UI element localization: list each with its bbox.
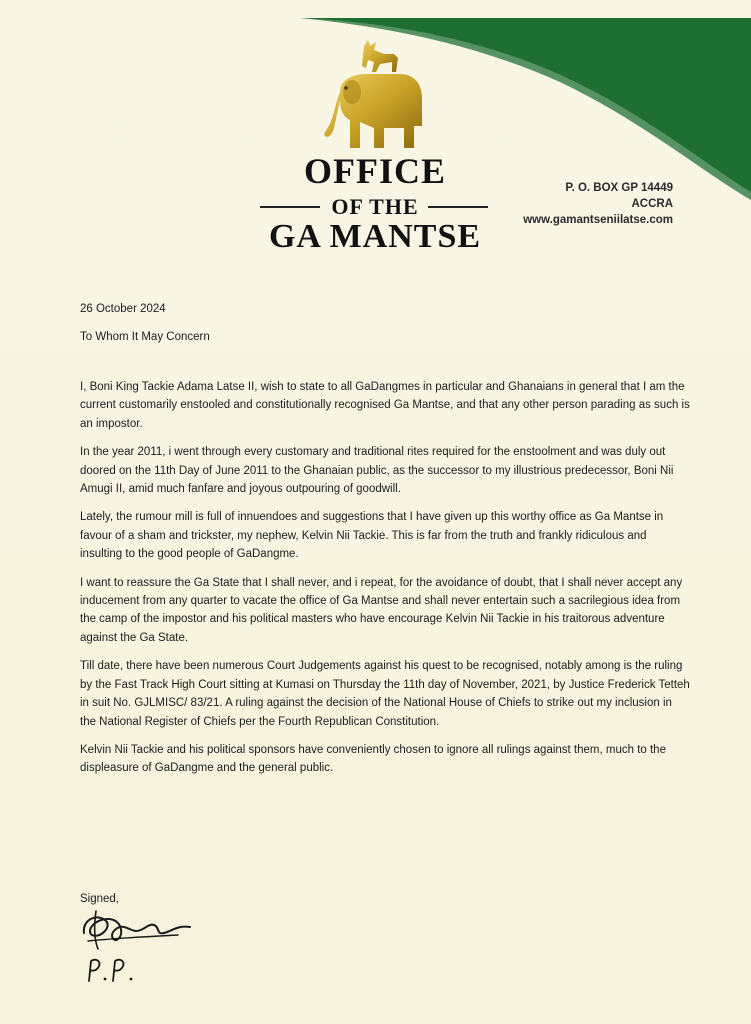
salutation: To Whom It May Concern bbox=[80, 331, 210, 343]
paragraph: I, Boni King Tackie Adama Latse II, wish to state to all GaDangmes in particular and Ghanaians in general that I am the current customarily enstooled and constitutionally recognised Ga Mantse, and that any other person parading as such is an impostor. bbox=[80, 381, 690, 430]
title-rule-right bbox=[428, 206, 488, 208]
paragraph: I want to reassure the Ga State that I shall never, and i repeat, for the avoidance of doubt, that I shall never accept any inducement from any quarter to vacate the office of Ga Mantse and shall never entertain such a sacrilegious idea from the camp of the impostor and his political masters who have encourage Kelvin Nii Tackie in his traitorous adventure against the Ga State. bbox=[80, 576, 683, 644]
office-title-line1: OFFICE bbox=[303, 151, 446, 191]
signature-icon bbox=[78, 905, 198, 953]
letter-body bbox=[80, 378, 690, 788]
signed-label: Signed, bbox=[80, 893, 120, 905]
pp-handwritten-mark bbox=[85, 955, 145, 985]
office-title-line3: GA MANTSE bbox=[268, 218, 482, 255]
elephant-antelope-emblem-icon bbox=[318, 36, 428, 158]
city: ACCRA bbox=[631, 198, 673, 210]
website-link[interactable]: www.gamantseniilatse.com bbox=[523, 214, 673, 226]
paragraph: Lately, the rumour mill is full of innuendoes and suggestions that I have given up this worthy office as Ga Mantse in favour of a sham and trickster, my nephew, Kelvin Nii Tackie. This is far from the truth and frankly ridiculous and insulting to the good people of GaDangme. bbox=[80, 511, 664, 561]
paragraph: In the year 2011, i went through every customary and traditional rites required for the enstoolment and was duly out doored on the 11th Day of June 2011 to the Ghanaian public, as the successor to my illustrious predecessor, Boni Nii Amugi II, amid much fanfare and joyous outpouring of goodwill. bbox=[80, 446, 674, 496]
letter-date: 26 October 2024 bbox=[80, 303, 166, 315]
office-title-line2: OF THE bbox=[331, 194, 419, 219]
paragraph: Till date, there have been numerous Court Judgements against his quest to be recognised, notably among is the ruling by the Fast Track High Court sitting at Kumasi on Thursday the 11th day of November, 2021, by Justice Frederick Tetteh in suit No. GJLMISC/ 83/21. A ruling against the decision of the National House of Chiefs to strike out my inclusion in the National Register of Chiefs per the Fourth Republican Constitution. bbox=[80, 660, 690, 728]
address-block bbox=[523, 180, 673, 228]
paragraph: Kelvin Nii Tackie and his political sponsors have conveniently chosen to ignore all rulings against them, much to the displeasure of GaDangme and the general public. bbox=[80, 743, 666, 775]
po-box: P. O. BOX GP 14449 bbox=[565, 182, 673, 194]
